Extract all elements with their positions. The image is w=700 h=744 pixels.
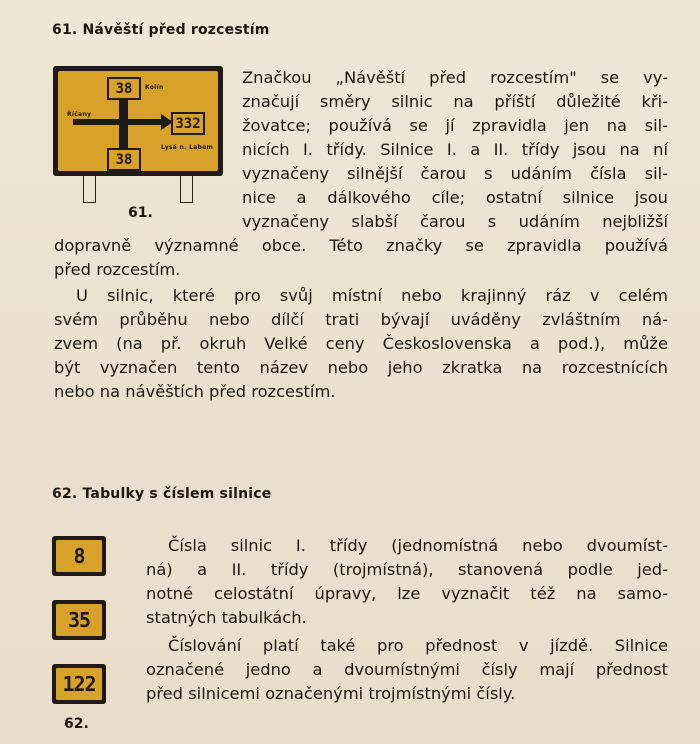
text-line: žovatce; používá se jí zpravidla jen na sil- xyxy=(242,116,668,135)
text-line: nice a dálkového cíle; ostatní silnice jsou xyxy=(242,188,668,207)
text-line: značují směry silnic na příští důležité kři- xyxy=(242,92,668,111)
sign-right-number: 332 xyxy=(171,112,205,135)
sign-right-label: Lysá n. Labem xyxy=(161,144,214,151)
text-line: označené jedno a dvoumístnými čísly mají přednost xyxy=(146,660,668,679)
sign-post-right xyxy=(180,176,193,203)
text-line: statných tabulkách. xyxy=(146,608,307,627)
text-line: U silnic, které pro svůj místní nebo krajinný ráz v celém xyxy=(76,286,668,305)
text-line: být vyznačen tento název nebo jeho zkratka na rozcestnících xyxy=(54,358,668,377)
road-number-tablet-3 xyxy=(52,664,106,704)
tablet-number: 8 xyxy=(56,540,102,572)
section-61-heading: 61. Návěští před rozcestím xyxy=(52,22,270,38)
text-line: dopravně významné obce. Této značky se zpravidla používá xyxy=(54,236,668,255)
sign-left-label: Říčany xyxy=(67,111,92,118)
tablet-number: 35 xyxy=(56,604,102,636)
figure-61-number: 61. xyxy=(128,205,153,221)
sign-bottom-number: 38 xyxy=(107,148,141,171)
sign-top-number: 38 xyxy=(107,77,141,100)
advance-direction-sign xyxy=(53,66,223,206)
sign-horizontal-road xyxy=(73,119,165,125)
text-line: vyznačeny silnější čarou s udáním čísla sil- xyxy=(242,164,668,183)
text-line: před silnicemi označenými trojmístnými čísly. xyxy=(146,684,516,703)
text-line: Značkou „Návěští před rozcestím" se vy- xyxy=(242,68,668,87)
text-line: před rozcestím. xyxy=(54,260,181,279)
text-line: notné celostátní úpravy, lze vyznačit též na samo- xyxy=(146,584,668,603)
text-line: nebo na návěštích před rozcestím. xyxy=(54,382,336,401)
figure-62-number: 62. xyxy=(64,716,89,732)
sign-post-left xyxy=(83,176,96,203)
text-line: Číslování platí také pro přednost v jízdě. Silnice xyxy=(168,636,668,655)
tablet-number: 122 xyxy=(56,668,102,700)
road-number-tablet-2 xyxy=(52,600,106,640)
text-line: vyznačeny slabší čarou s udáním nejbližší xyxy=(242,212,668,231)
text-line: Čísla silnic I. třídy (jednomístná nebo dvoumíst- xyxy=(168,536,668,555)
sign-top-label: Kolín xyxy=(145,84,164,91)
section-62-heading: 62. Tabulky s číslem silnice xyxy=(52,486,272,502)
text-line: nicích I. třídy. Silnice I. a II. třídy jsou na ní xyxy=(242,140,668,159)
text-line: zvem (na př. okruh Velké ceny Československa a pod.), může xyxy=(54,334,668,353)
text-line: ná) a II. třídy (trojmístná), stanovená podle jed- xyxy=(146,560,668,579)
road-number-tablet-1 xyxy=(52,536,106,576)
text-line: svém průběhu nebo dílčí trati bývají uváděny zvláštním ná- xyxy=(54,310,668,329)
